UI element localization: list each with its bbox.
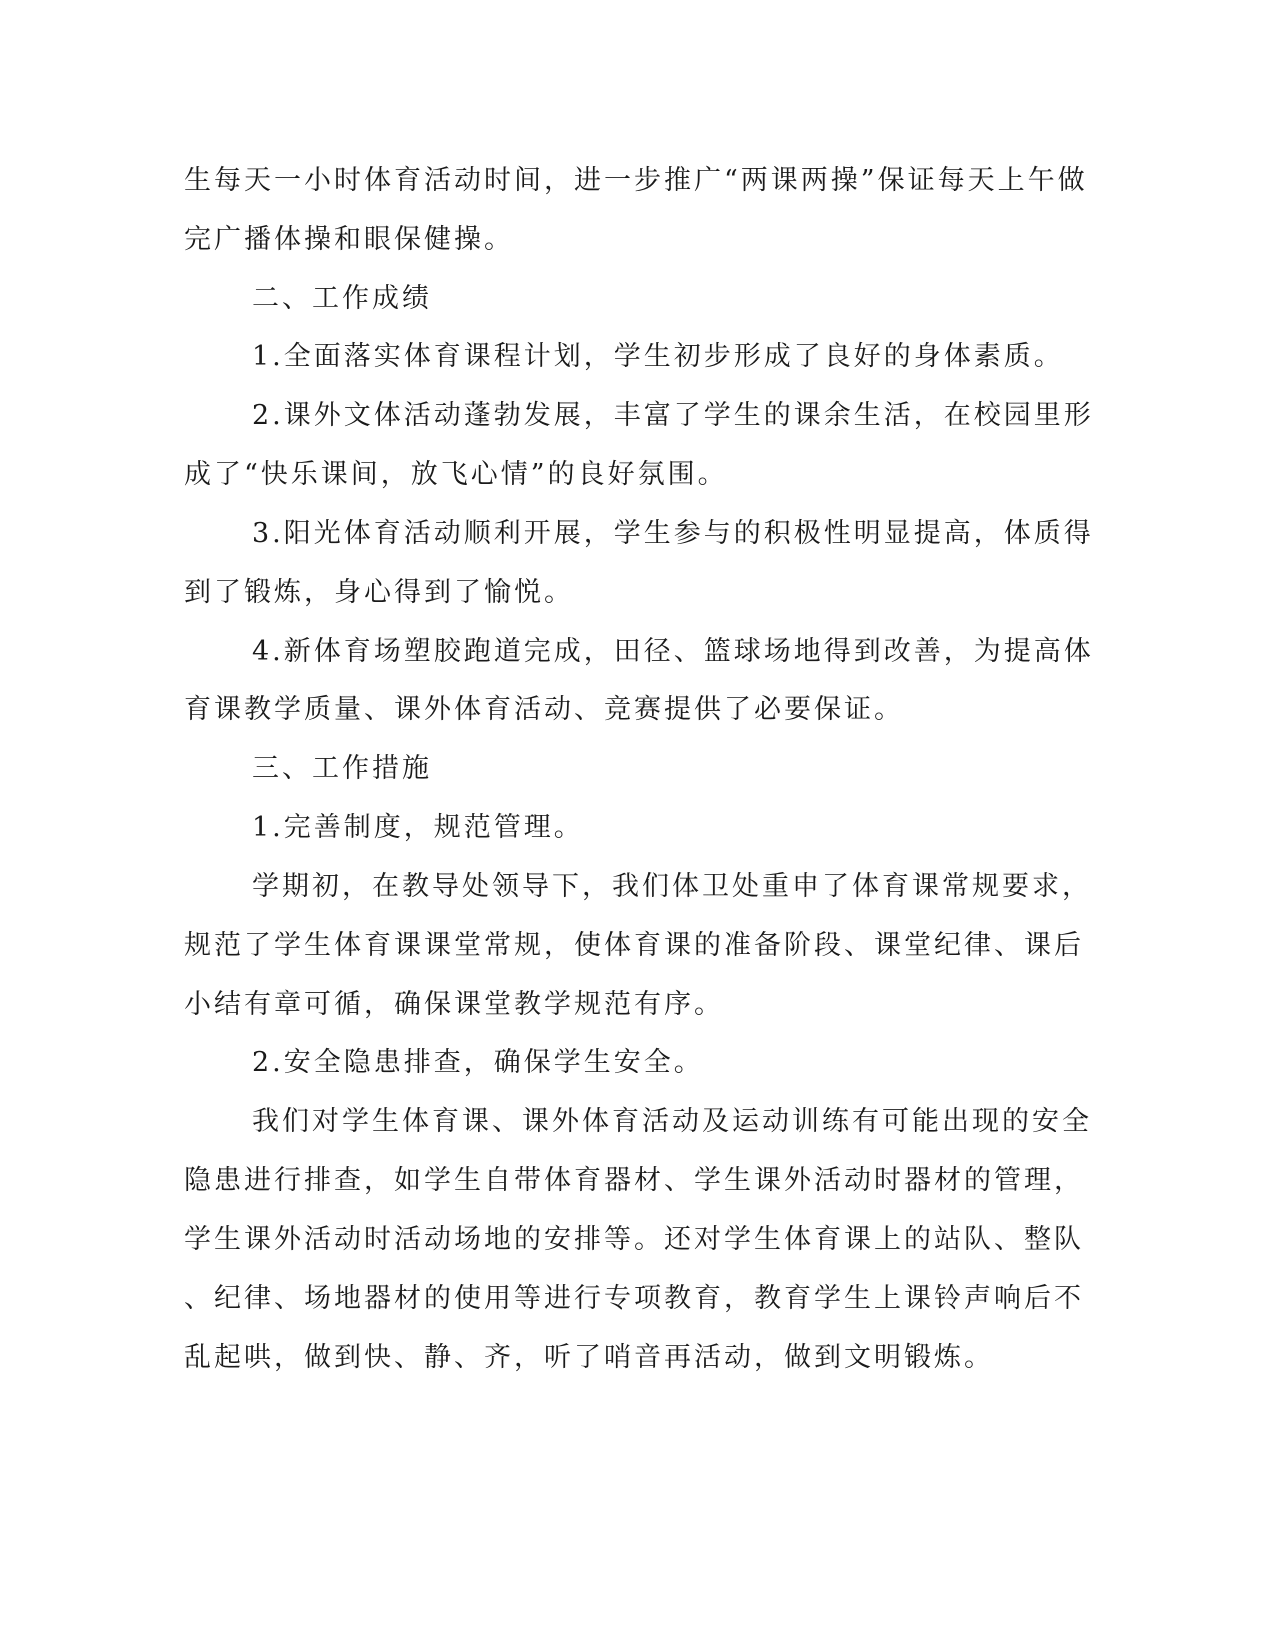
- text-line-21: 乱起哄，做到快、静、齐，听了哨音再活动，做到文明锻炼。: [184, 1342, 994, 1373]
- text-line-14: 规范了学生体育课课堂常规，使体育课的准备阶段、课堂纪律、课后: [184, 930, 1084, 961]
- text-line-19: 学生课外活动时活动场地的安排等。还对学生体育课上的站队、整队: [184, 1224, 1084, 1255]
- text-line-10: 育课教学质量、课外体育活动、竞赛提供了必要保证。: [184, 694, 904, 725]
- list-item-achievement-1: 1.全面落实体育课程计划，学生初步形成了良好的身体素质。: [252, 341, 1064, 372]
- text-line-20: 、纪律、场地器材的使用等进行专项教育，教育学生上课铃声响后不: [184, 1283, 1084, 1314]
- subheading-measure-2: 2.安全隐患排查，确保学生安全。: [252, 1047, 704, 1078]
- paragraph-line-17: 我们对学生体育课、课外体育活动及运动训练有可能出现的安全: [252, 1106, 1092, 1137]
- paragraph-line-13: 学期初，在教导处领导下，我们体卫处重申了体育课常规要求，: [252, 871, 1092, 902]
- text-line-15: 小结有章可循，确保课堂教学规范有序。: [184, 989, 724, 1020]
- list-item-achievement-3: 3.阳光体育活动顺利开展，学生参与的积极性明显提高，体质得: [252, 518, 1094, 549]
- subheading-measure-1: 1.完善制度，规范管理。: [252, 812, 584, 843]
- text-line-1: 生每天一小时体育活动时间，进一步推广“两课两操”保证每天上午做: [184, 165, 1088, 196]
- text-line-2: 完广播体操和眼保健操。: [184, 224, 514, 255]
- text-line-18: 隐患进行排查，如学生自带体育器材、学生课外活动时器材的管理，: [184, 1165, 1084, 1196]
- list-item-achievement-2: 2.课外文体活动蓬勃发展，丰富了学生的课余生活，在校园里形: [252, 400, 1094, 431]
- text-line-6: 成了“快乐课间，放飞心情”的良好氛围。: [184, 459, 728, 490]
- section-heading-2: 二、工作成绩: [252, 283, 432, 314]
- text-line-8: 到了锻炼，身心得到了愉悦。: [184, 577, 574, 608]
- section-heading-3: 三、工作措施: [252, 753, 432, 784]
- list-item-achievement-4: 4.新体育场塑胶跑道完成，田径、篮球场地得到改善，为提高体: [252, 636, 1094, 667]
